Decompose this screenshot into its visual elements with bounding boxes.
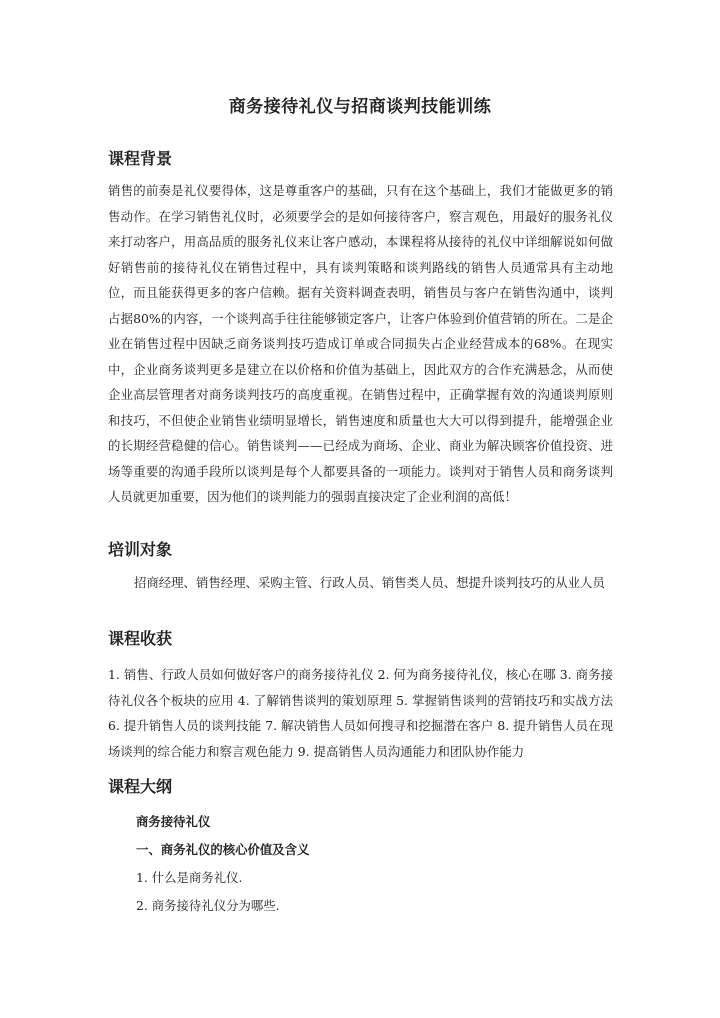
heading-training-audience: 培训对象: [108, 540, 173, 559]
outline-module-title: 商务接待礼仪: [136, 814, 211, 829]
heading-course-outline: 课程大纲: [108, 777, 173, 796]
heading-course-background: 课程背景: [108, 149, 173, 168]
heading-course-gains: 课程收获: [108, 629, 173, 648]
training-audience-paragraph: 招商经理、销售经理、采购主管、行政人员、销售类人员、想提升谈判技巧的从业人员: [134, 575, 605, 590]
outline-item: 1. 什么是商务礼仪.: [136, 870, 243, 885]
course-gains-paragraph: 1. 销售、行政人员如何做好客户的商务接待礼仪 2. 何为商务接待礼仪，核心在哪 3. 商务接待礼仪各个板块的应用 4. 了解销售谈判的策划原理 5. 掌握销售谈判的营销技巧和实战方法 6. 提升销售人员的谈判技能 7. 解决销售人员如何搜寻和挖掘潜在客户 8. 提升销售人员在现场谈判的综合能力和察言观色能力 9. 提高销售人员沟通能力和团队协作能力: [108, 667, 613, 759]
course-background-paragraph: 销售的前奏是礼仪要得体，这是尊重客户的基础，只有在这个基础上，我们才能做更多的销售动作。在学习销售礼仪时，必须要学会的是如何接待客户，察言观色，用最好的服务礼仪来打动客户，用高品质的服务礼仪来让客户感动，本课程将从接待的礼仪中详细解说如何做好销售前的接待礼仪在销售过程中，具有谈判策略和谈判路线的销售人员通常具有主动地位，而且能获得更多的客户信赖。据有关资料调查表明，销售员与客户在销售沟通中，谈判占据80%的内容，一个谈判高手往往能够锁定客户，让客户体验到价值营销的所在。二是企业在销售过程中因缺乏商务谈判技巧造成订单或合同损失占企业经营成本的68%。在现实中，企业商务谈判更多是建立在以价格和价值为基础上，因此双方的合作充满悬念，从而使企业高层管理者对商务谈判技巧的高度重视。在销售过程中，正确掌握有效的沟通谈判原则和技巧，不但使企业销售业绩明显增长，销售速度和质量也大大可以得到提升，能增强企业的长期经营稳健的信心。销售谈判——已经成为商场、企业、商业为解决顾客价值投资、进场等重要的沟通手段所以谈判是每个人都要具备的一项能力。谈判对于销售人员和商务谈判人员就更加重要，因为他们的谈判能力的强弱直接决定了企业利润的高低！: [108, 183, 613, 504]
outline-chapter-title: 一、商务礼仪的核心价值及含义: [136, 842, 310, 857]
document-title: 商务接待礼仪与招商谈判技能训练: [228, 97, 492, 117]
outline-item: 2. 商务接待礼仪分为哪些.: [136, 898, 280, 913]
